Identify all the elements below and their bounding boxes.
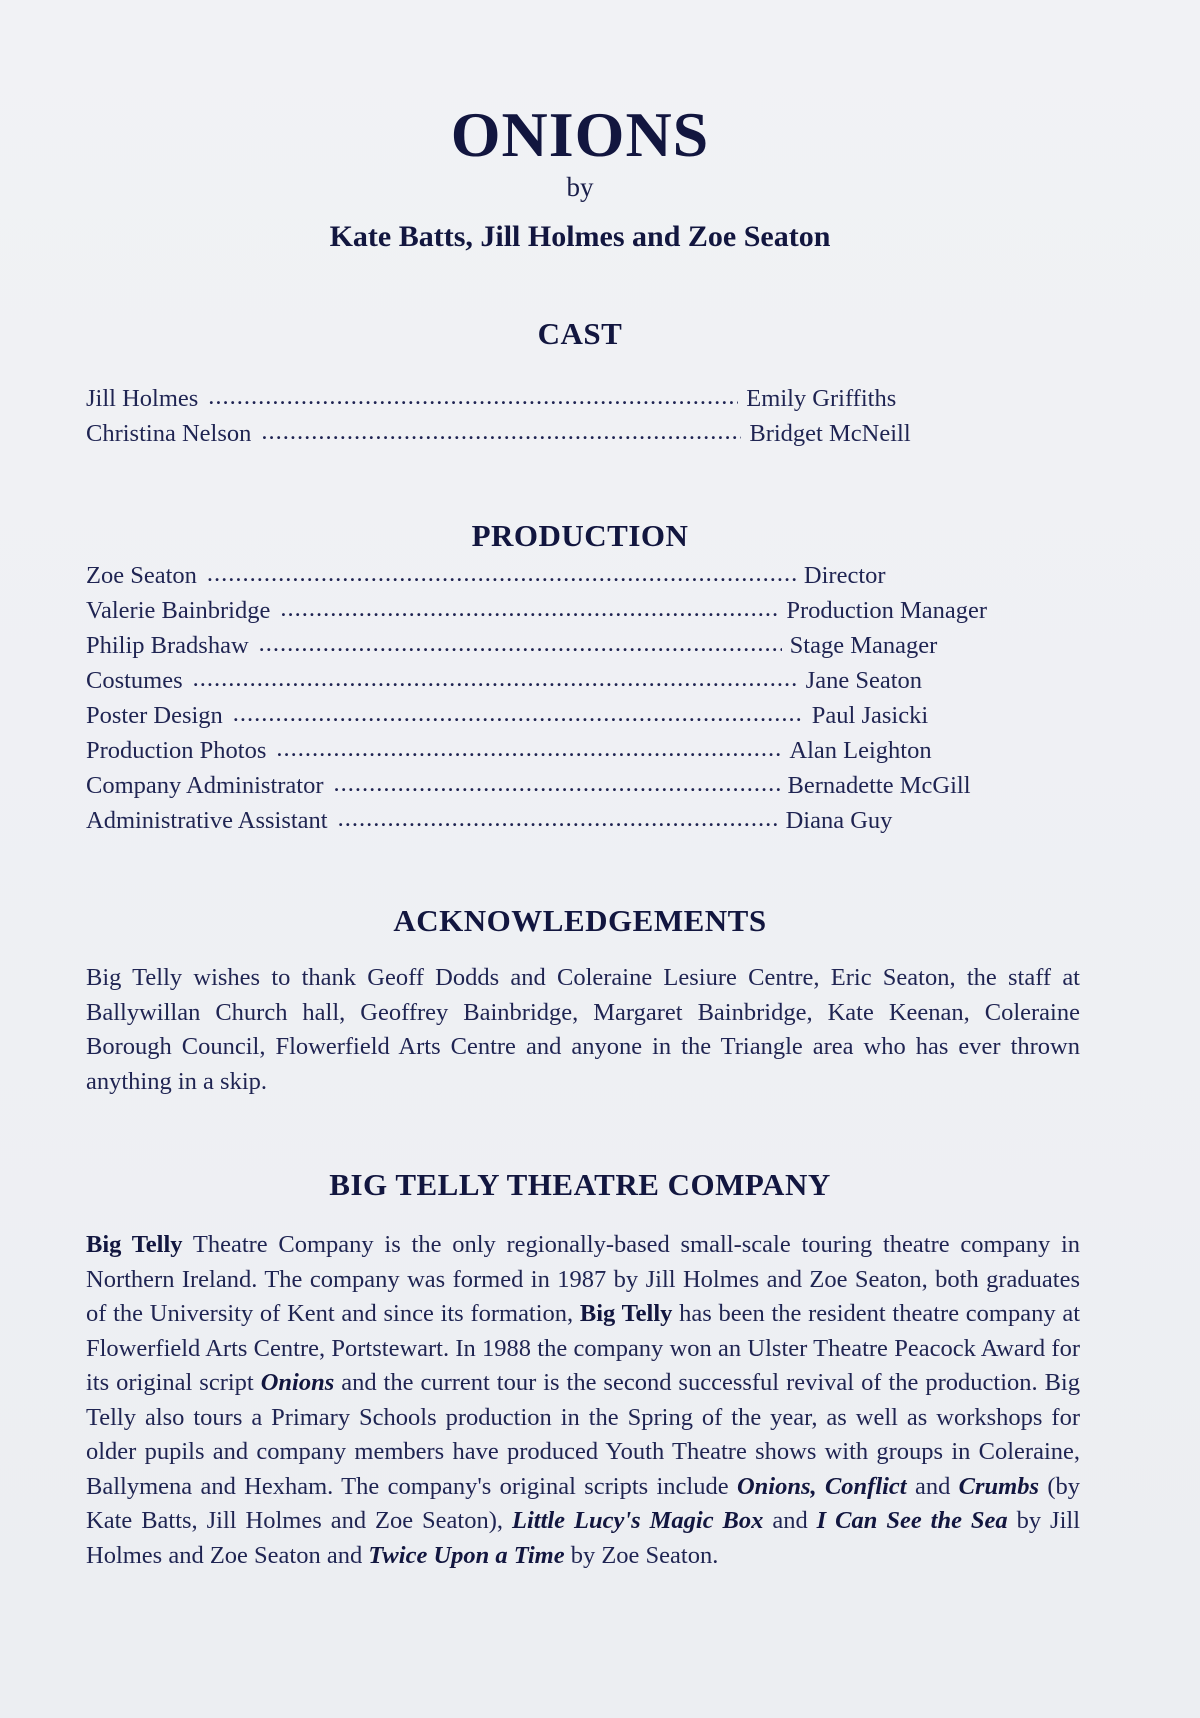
cast-role: Emily Griffiths [746,385,897,412]
dot-leader [233,696,804,731]
production-row [86,768,1076,803]
dot-leader [276,731,781,766]
dot-leader [334,766,780,801]
cast-heading: CAST [537,316,623,351]
production-row [86,593,1076,628]
company-text-span: by Jill Holmes and Zoe Seaton and [86,1507,1081,1569]
cast-list [86,381,1076,451]
production-name: Philip Bradshaw [86,632,249,659]
production-name: Poster Design [86,702,223,729]
production-row [86,698,1076,733]
production-name: Valerie Bainbridge [86,597,271,624]
production-row [86,733,1076,768]
company-text-span: Theatre Company is the only regionally-based small-scale touring theatre company in Northern Ireland. The company was formed in 1987 by Jill Holmes and Zoe Seaton, both graduates of the University of Kent and since its formation, [86,1231,1080,1327]
production-role: Diana Guy [785,807,893,834]
production-role: Stage Manager [789,632,938,659]
production-list [86,558,1076,838]
play-title: ONIONS [450,99,710,170]
production-name: Zoe Seaton [86,562,197,589]
script-title: Onions, Conflict [736,1472,907,1500]
script-title: Onions [260,1369,335,1396]
dot-leader [338,801,778,836]
company-text-span: and the current tour is the second successful revival of the production. Big Telly also tours a Primary Schools production in the Spring of the year, as well as workshops for older pupils and company members have produced Youth Theatre shows with groups in Coleraine, Ballymena and Hexham. The company's original scripts include [86,1369,1080,1500]
production-role: Director [803,562,886,589]
production-name: Company Administrator [86,772,324,799]
production-role: Bernadette McGill [787,772,971,799]
company-text [86,1228,1080,1573]
cast-role: Bridget McNeill [749,420,911,447]
company-text-span: (by Kate Batts, Jill Holmes and Zoe Seaton), [86,1472,1080,1534]
script-title: Twice Upon a Time [368,1541,565,1569]
script-title: Crumbs [958,1472,1039,1500]
company-text-span: has been the resident theatre company at Flowerfield Arts Centre, Portstewart. In 1988 the company won an Ulster Theatre Peacock Award for its original script [86,1300,1080,1396]
company-text-span: and [906,1472,959,1500]
dot-leader [208,379,738,414]
company-name-bold: Big Telly [579,1300,673,1327]
production-role: Production Manager [786,597,988,624]
production-name: Administrative Assistant [86,807,328,834]
company-text-span: and [763,1507,817,1534]
production-row [86,803,1076,838]
company-heading: BIG TELLY THEATRE COMPANY [329,1167,831,1202]
acknowledgements-text: Big Telly wishes to thank Geoff Dodds and Coleraine Lesiure Centre, Eric Seaton, the staff at Ballywillan Church hall, Geoffrey Bainbridge, Margaret Bainbridge, Kate Keenan, Coleraine Borough Council, Flowerfield Arts Centre and anyone in the Triangle area who has ever thrown anything in a skip. [86,964,1080,1095]
production-row [86,663,1076,698]
cast-row [86,416,1076,451]
by-label: by [566,172,594,202]
production-heading: PRODUCTION [471,518,689,553]
production-name: Costumes [86,667,183,694]
dot-leader [280,591,778,626]
company-text-span: by Zoe Seaton. [564,1541,719,1569]
cast-actor: Christina Nelson [86,420,252,447]
production-role: Paul Jasicki [811,702,929,729]
production-role: Alan Leighton [789,737,932,764]
acknowledgements-heading: ACKNOWLEDGEMENTS [393,903,767,938]
dot-leader [207,556,796,591]
production-row [86,628,1076,663]
company-name-bold: Big Telly [86,1231,183,1258]
production-row [86,558,1076,593]
production-name: Production Photos [86,737,267,764]
production-role: Jane Seaton [805,667,922,694]
cast-actor: Jill Holmes [86,385,199,412]
dot-leader [193,661,798,696]
dot-leader [259,626,782,661]
cast-row [86,381,1076,416]
dot-leader [261,414,741,449]
authors-line: Kate Batts, Jill Holmes and Zoe Seaton [329,220,831,253]
script-title: I Can See the Sea [816,1507,1008,1534]
script-title: Little Lucy's Magic Box [511,1507,764,1534]
